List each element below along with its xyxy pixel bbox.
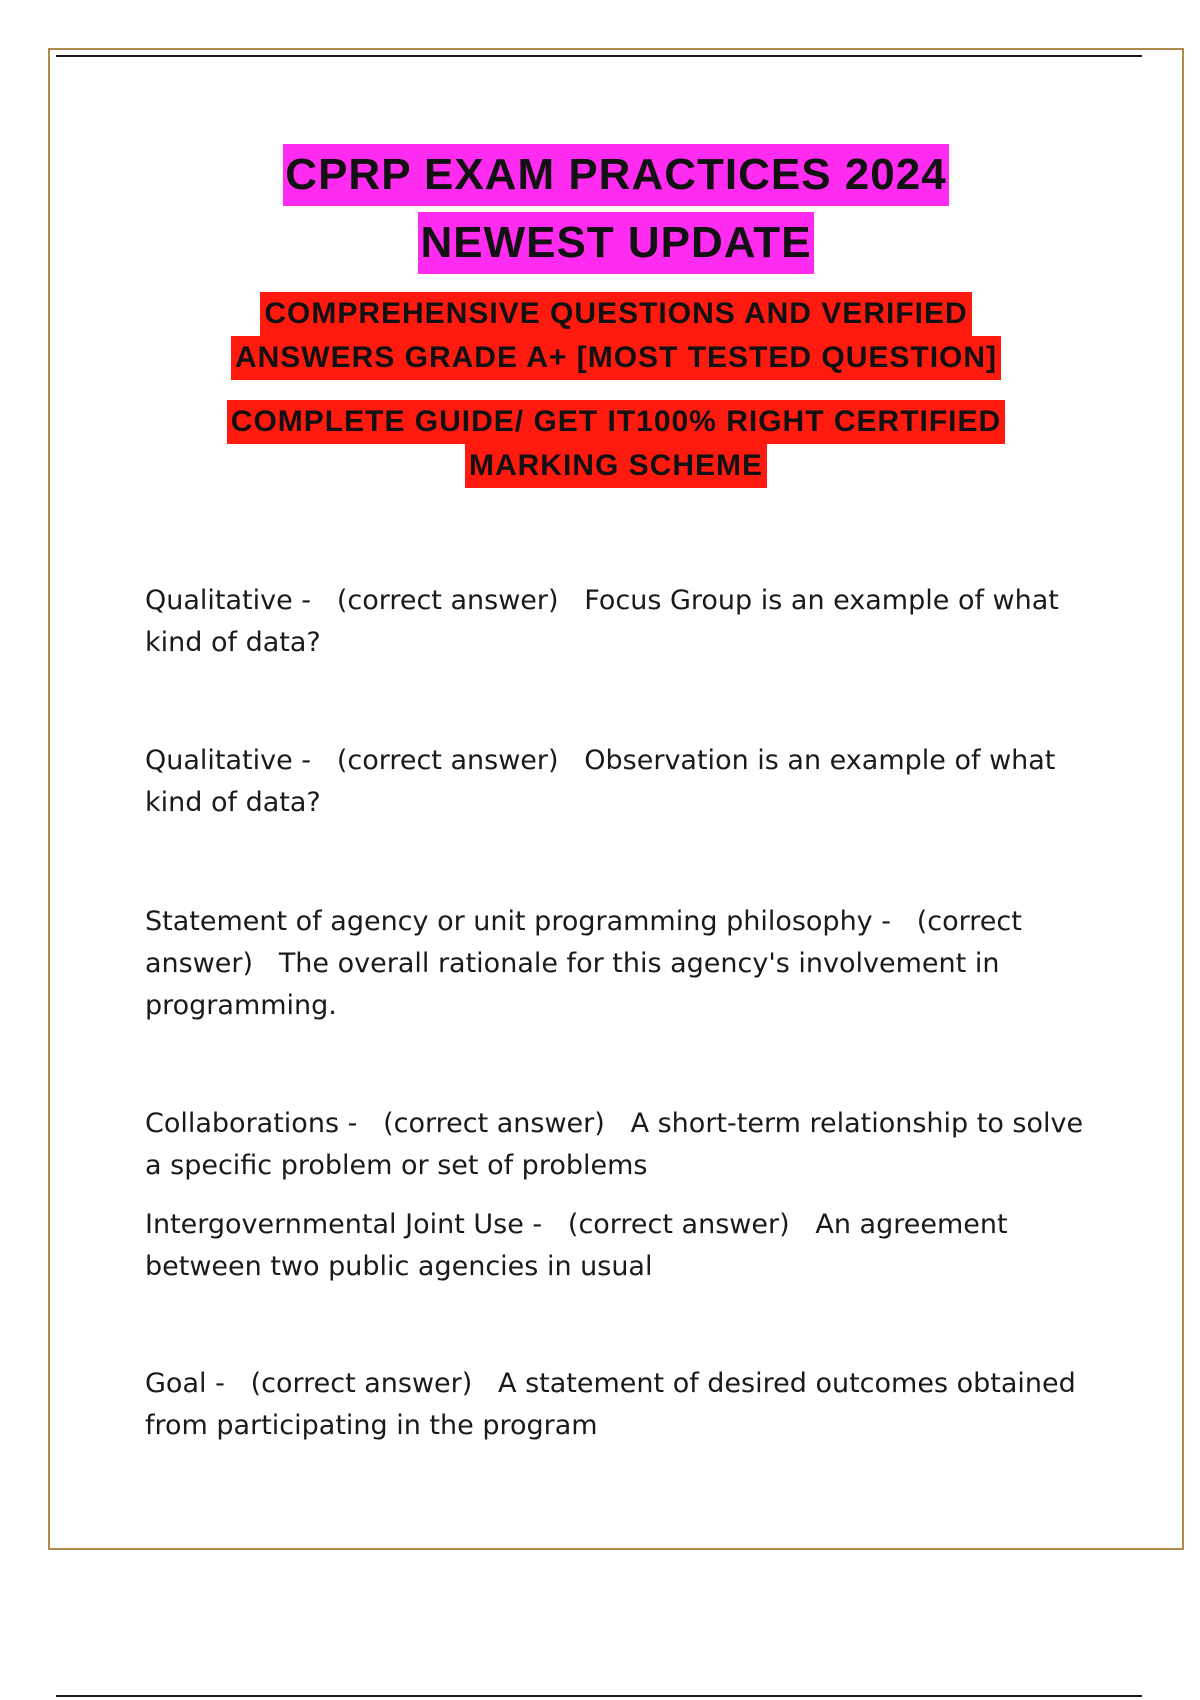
bottom-rule	[56, 1695, 1142, 1697]
subtitle-line-4: MARKING SCHEME	[465, 444, 767, 488]
qa-term: Collaborations -	[145, 1108, 358, 1139]
title-line-1: CPRP EXAM PRACTICES 2024	[283, 144, 948, 206]
qa-item	[145, 1204, 1085, 1288]
qa-definition: Focus Group is an example of what kind of data?	[145, 585, 1059, 658]
title-line-2: NEWEST UPDATE	[418, 212, 813, 274]
qa-item	[145, 1363, 1085, 1447]
qa-term: Qualitative -	[145, 585, 312, 616]
subtitle-line-1: COMPREHENSIVE QUESTIONS AND VERIFIED	[260, 292, 971, 336]
qa-item	[145, 580, 1085, 664]
qa-item	[145, 1103, 1085, 1187]
qa-marker: (correct answer)	[567, 1209, 790, 1240]
qa-item	[145, 901, 1085, 1027]
qa-term: Goal -	[145, 1368, 225, 1399]
qa-term: Qualitative -	[145, 745, 312, 776]
qa-definition: Observation is an example of what kind of data?	[145, 745, 1056, 818]
qa-marker: (correct answer)	[250, 1368, 473, 1399]
qa-marker: (correct answer)	[383, 1108, 605, 1139]
qa-term: Statement of agency or unit programming philosophy -	[145, 906, 891, 937]
qa-marker: (correct answer)	[336, 745, 559, 776]
subtitle-line-2: ANSWERS GRADE A+ [MOST TESTED QUESTION]	[231, 336, 1001, 380]
qa-definition: An agreement between two public agencies in usual	[145, 1209, 1008, 1282]
qa-marker: (correct answer)	[336, 585, 559, 616]
qa-term: Intergovernmental Joint Use -	[145, 1209, 543, 1240]
qa-definition: The overall rationale for this agency's involvement in programming.	[145, 948, 1000, 1021]
title-block	[48, 144, 1184, 488]
qa-item	[145, 740, 1085, 824]
qa-definition: A statement of desired outcomes obtained from participating in the program	[145, 1368, 1076, 1441]
qa-marker: (correct answer)	[145, 906, 1022, 979]
qa-definition: A short-term relationship to solve a specific problem or set of problems	[145, 1108, 1084, 1181]
subtitle-line-3: COMPLETE GUIDE/ GET IT100% RIGHT CERTIFIED	[227, 400, 1005, 444]
